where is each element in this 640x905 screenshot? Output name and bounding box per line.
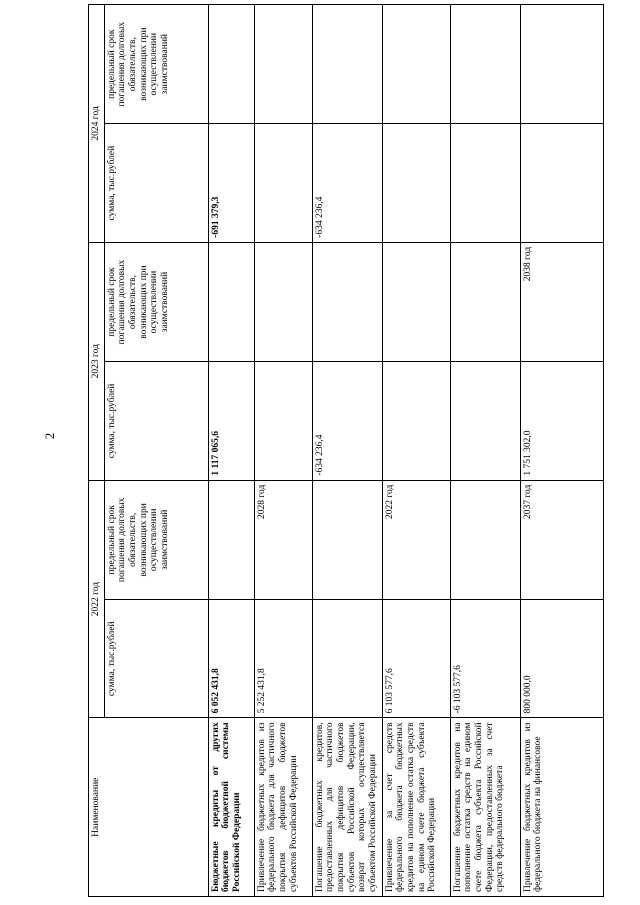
row-term-2023 bbox=[312, 242, 382, 361]
row-sum-2022: 5 252 431,8 bbox=[254, 600, 312, 718]
row-name: Привлечение за счет средств федерального бюджета бюджетных кредитов на пополнение остатка средств на едином счете бюджета субъекта Российской Федерации bbox=[382, 718, 450, 897]
table-row bbox=[208, 5, 254, 897]
row-sum-2022: -6 103 577,6 bbox=[450, 600, 520, 718]
row-sum-2022: 800 000,0 bbox=[520, 600, 603, 718]
row-sum-2023: -634 236,4 bbox=[312, 362, 382, 480]
header-sum-2024: сумма, тыс.рублей bbox=[104, 124, 208, 242]
row-sum-2024 bbox=[254, 124, 312, 242]
page-number: 2 bbox=[42, 432, 57, 440]
row-term-2022 bbox=[450, 480, 520, 599]
row-term-2022: 2022 год bbox=[382, 480, 450, 599]
row-term-2022: 2037 год bbox=[520, 480, 603, 599]
row-term-2024 bbox=[450, 5, 520, 124]
header-term-2023: предельный срок погашения долговых обязательств, возникающих при осуществлении заимствований bbox=[104, 242, 208, 361]
row-term-2023 bbox=[208, 242, 254, 361]
table-row bbox=[382, 5, 450, 897]
row-term-2022: 2028 год bbox=[254, 480, 312, 599]
row-term-2022 bbox=[208, 480, 254, 599]
header-sum-2023: сумма, тыс.рублей bbox=[104, 362, 208, 480]
row-term-2024 bbox=[208, 5, 254, 124]
header-year-2024: 2024 год bbox=[89, 5, 105, 243]
row-term-2022 bbox=[312, 480, 382, 599]
table-row bbox=[450, 5, 520, 897]
header-name: Наименование bbox=[89, 718, 209, 897]
row-sum-2023 bbox=[450, 362, 520, 480]
row-sum-2023: 1 751 302,0 bbox=[520, 362, 603, 480]
row-sum-2023 bbox=[382, 362, 450, 480]
row-name: Погашение бюджетных кредитов, предоставленных для частичного покрытия дефицитов бюджетов субъектов Российской Федерации, возврат которых осуществляется субъектом Российской Федерации bbox=[312, 718, 382, 897]
row-name: Бюджетные кредиты от других бюджетов бюджетной системы Российской Федерации bbox=[208, 718, 254, 897]
row-sum-2024: -691 379,3 bbox=[208, 124, 254, 242]
row-term-2024 bbox=[254, 5, 312, 124]
row-name: Привлечение бюджетных кредитов из федерального бюджета для частичного покрытия дефицитов бюджетов субъектов Российской Федерации bbox=[254, 718, 312, 897]
row-sum-2022 bbox=[312, 600, 382, 718]
borrowing-table bbox=[88, 4, 604, 897]
row-sum-2024 bbox=[382, 124, 450, 242]
header-year-2022: 2022 год bbox=[89, 480, 105, 718]
row-sum-2024 bbox=[450, 124, 520, 242]
row-sum-2022: 6 052 431,8 bbox=[208, 600, 254, 718]
row-term-2023 bbox=[254, 242, 312, 361]
header-year-2023: 2023 год bbox=[89, 242, 105, 480]
row-term-2023 bbox=[382, 242, 450, 361]
row-sum-2024 bbox=[520, 124, 603, 242]
row-term-2024 bbox=[382, 5, 450, 124]
row-term-2024 bbox=[312, 5, 382, 124]
table-row bbox=[254, 5, 312, 897]
row-name: Погашение бюджетных кредитов на пополнение остатка средств на едином счете бюджета субъекта Российской Федерации, предоставленных за счет средств федерального бюджета bbox=[450, 718, 520, 897]
row-sum-2023: 1 117 065,6 bbox=[208, 362, 254, 480]
row-sum-2024: -634 236,4 bbox=[312, 124, 382, 242]
row-term-2024 bbox=[520, 5, 603, 124]
header-term-2024: предельный срок погашения долговых обязательств, возникающих при осуществлении заимствований bbox=[104, 5, 208, 124]
table-row bbox=[312, 5, 382, 897]
table-container bbox=[88, 4, 604, 897]
row-term-2023 bbox=[450, 242, 520, 361]
header-sum-2022: сумма, тыс.рублей bbox=[104, 600, 208, 718]
row-sum-2023 bbox=[254, 362, 312, 480]
row-term-2023: 2038 год bbox=[520, 242, 603, 361]
row-name: Привлечение бюджетных кредитов из федерального бюджета на финансовое bbox=[520, 718, 603, 897]
header-term-2022: предельный срок погашения долговых обязательств, возникающих при осуществлении заимствований bbox=[104, 480, 208, 599]
table-rotation-frame bbox=[88, 4, 604, 897]
row-sum-2022: 6 103 577,6 bbox=[382, 600, 450, 718]
table-row bbox=[520, 5, 603, 897]
